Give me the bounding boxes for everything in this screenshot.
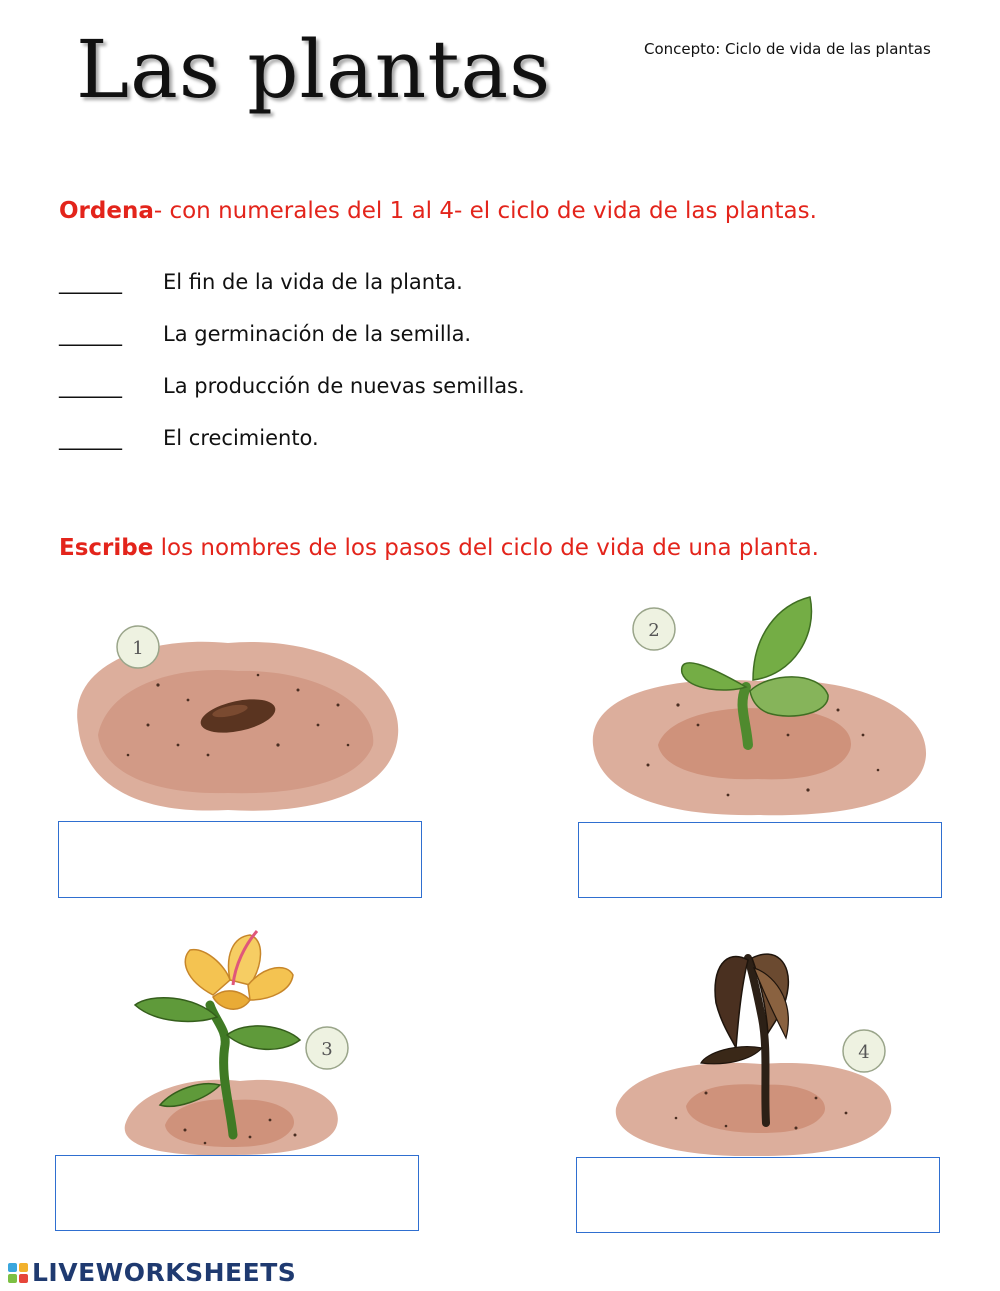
order-item — [59, 270, 463, 294]
concept-label: Concepto: Ciclo de vida de las plantas — [644, 40, 931, 58]
order-instruction-bold: Ordena — [59, 198, 154, 224]
stage-number-3: 3 — [321, 1039, 333, 1060]
order-blank-3[interactable]: ______ — [59, 374, 122, 398]
page-title: Las plantas — [76, 23, 552, 116]
petal — [213, 991, 250, 1009]
dry-leaf-low — [701, 1047, 762, 1064]
dry-leaf — [715, 957, 748, 1048]
cotyledon — [750, 677, 828, 716]
answer-box-4[interactable] — [576, 1157, 940, 1233]
logo-mark-icon — [8, 1263, 28, 1283]
write-instruction-text: los nombres de los pasos del ciclo de vida de una planta. — [153, 535, 819, 561]
stage-4-withered-illustration — [576, 928, 940, 1156]
order-item — [59, 322, 471, 346]
answer-box-1[interactable] — [58, 821, 422, 898]
order-blank-4[interactable]: ______ — [59, 426, 122, 450]
liveworksheets-logo[interactable] — [8, 1258, 296, 1287]
stage-3-flower-illustration — [55, 925, 417, 1155]
leaf-top — [753, 597, 811, 680]
order-item — [59, 374, 525, 398]
logo-text: LIVEWORKSHEETS — [32, 1258, 297, 1287]
order-item-text: La germinación de la semilla. — [163, 322, 472, 346]
answer-box-3[interactable] — [55, 1155, 419, 1231]
order-item-text: La producción de nuevas semillas. — [163, 374, 525, 398]
leaf-right — [227, 1026, 300, 1049]
order-item — [59, 426, 319, 450]
write-instruction — [59, 535, 819, 561]
order-blank-1[interactable]: ______ — [59, 270, 122, 294]
stage-number-1: 1 — [132, 638, 144, 659]
order-item-text: El fin de la vida de la planta. — [163, 270, 463, 294]
stage-1-seed-illustration — [58, 605, 418, 820]
order-blank-2[interactable]: ______ — [59, 322, 122, 346]
answer-box-2[interactable] — [578, 822, 942, 898]
stage-number-4: 4 — [858, 1042, 870, 1063]
stage-2-seedling-illustration — [578, 595, 940, 820]
order-instruction — [59, 198, 817, 224]
order-instruction-text: - con numerales del 1 al 4- el ciclo de vida de las plantas. — [153, 198, 817, 224]
leaf-left — [135, 998, 217, 1022]
petal — [185, 950, 230, 995]
write-instruction-bold: Escribe — [59, 535, 154, 561]
order-item-text: El crecimiento. — [163, 426, 319, 450]
stem — [743, 687, 748, 745]
stage-number-2: 2 — [648, 620, 660, 641]
